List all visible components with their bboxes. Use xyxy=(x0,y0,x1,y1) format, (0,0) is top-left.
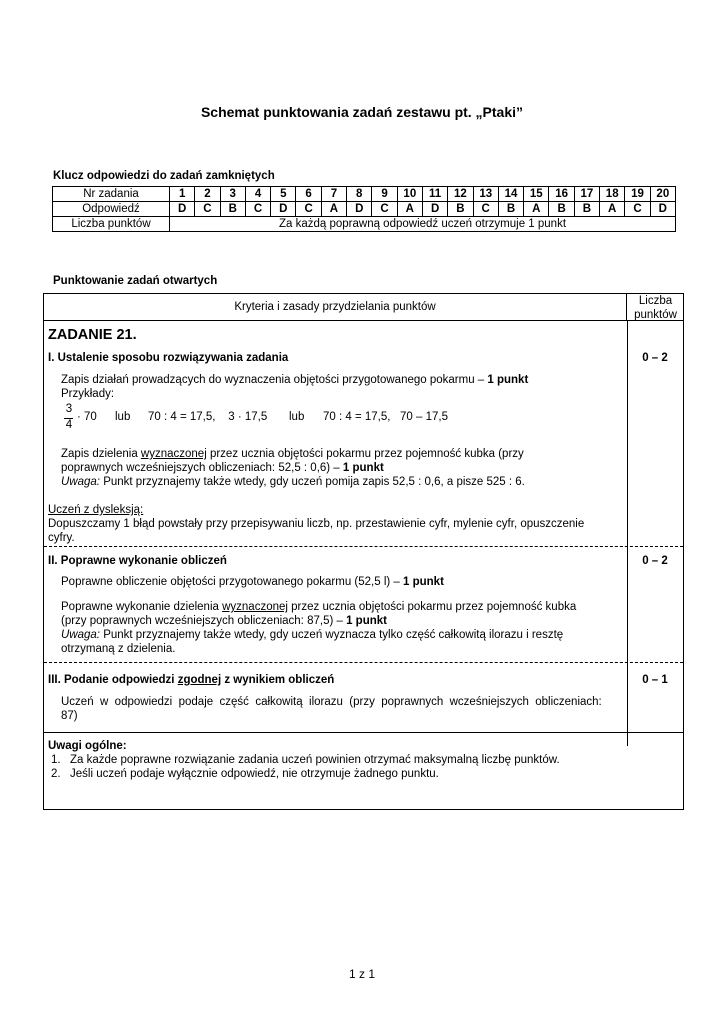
task-number-cell: 2 xyxy=(195,187,220,202)
part1-expr2: 70 : 4 = 17,5, 3 · 17,5 xyxy=(148,411,268,423)
part1-or1: lub xyxy=(115,411,131,423)
open-tasks-table xyxy=(43,293,684,810)
criteria-header-label: Kryteria i zasady przydzielania punktów xyxy=(234,301,436,313)
part1-line2: Zapis dzielenia wyznaczonej przez ucznia objętości pokarmu przez pojemność kubka (przy xyxy=(61,448,524,460)
answer-cell: D xyxy=(347,202,372,217)
answer-cell: C xyxy=(473,202,498,217)
points-header-line1: Liczba xyxy=(638,295,673,307)
open-section-heading: Punktowanie zadań otwartych xyxy=(53,275,218,287)
part2-line1: Poprawne obliczenie objętości przygotowanego pokarmu (52,5 l) – 1 punkt xyxy=(61,576,444,588)
general-note-1-number: 1. xyxy=(51,754,61,766)
points-header-line2: punktów xyxy=(634,309,677,321)
answer-cell: D xyxy=(650,202,675,217)
answer-cell: C xyxy=(625,202,650,217)
part2-note-line2: otrzymaną z dzielenia. xyxy=(61,643,176,655)
criteria-header xyxy=(44,294,627,321)
answer-cell: A xyxy=(600,202,625,217)
page-number: 1 z 1 xyxy=(348,967,375,981)
task-number-cell: 14 xyxy=(498,187,523,202)
task-number-cell: 18 xyxy=(600,187,625,202)
part3-line1: Uczeń w odpowiedzi podaje część całkowitą ilorazu (przy poprawnych wcześniejszych obliczeniach: xyxy=(61,696,602,708)
fraction-three-quarters xyxy=(63,403,75,431)
part2-title: II. Poprawne wykonanie obliczeń xyxy=(48,555,227,567)
answer-cell: D xyxy=(271,202,296,217)
task-number-cell: 13 xyxy=(473,187,498,202)
answer-cell: B xyxy=(549,202,574,217)
task-number-cell: 4 xyxy=(245,187,270,202)
task-number-cell: 6 xyxy=(296,187,321,202)
task-number-cell: 15 xyxy=(524,187,549,202)
general-note-1: Za każde poprawne rozwiązanie zadania uczeń powinien otrzymać maksymalną liczbę punktów. xyxy=(70,754,560,766)
answer-cell: C xyxy=(245,202,270,217)
general-note-2-number: 2. xyxy=(51,768,61,780)
dyslexia-label: Uczeń z dysleksją: xyxy=(48,504,144,516)
task-number-cell: 17 xyxy=(574,187,599,202)
part3-title: III. Podanie odpowiedzi zgodnej z wynikiem obliczeń xyxy=(48,674,335,686)
points-header xyxy=(627,294,684,321)
answer-cell: B xyxy=(220,202,245,217)
task-title: ZADANIE 21. xyxy=(48,327,137,343)
task-number-cell: 10 xyxy=(397,187,422,202)
part2-note-line1: Uwaga: Punkt przyznajemy także wtedy, gdy uczeń wyznacza tylko część całkowitą ilorazu i resztę xyxy=(61,629,564,641)
part1-line1: Zapis działań prowadzących do wyznaczenia objętości przygotowanego pokarmu – 1 punkt xyxy=(61,374,529,386)
general-notes-title: Uwagi ogólne: xyxy=(48,740,127,752)
answer-cell: D xyxy=(170,202,195,217)
fraction-denominator: 4 xyxy=(65,419,73,431)
answer-cell: C xyxy=(372,202,397,217)
general-note-2: Jeśli uczeń podaje wyłącznie odpowiedź, nie otrzymuje żadnego punktu. xyxy=(70,768,439,780)
part2-line2: Poprawne wykonanie dzielenia wyznaczonej przez ucznia objętości pokarmu przez pojemność kubka xyxy=(61,601,577,613)
part2-line3: (przy poprawnych wcześniejszych obliczeniach: 87,5) – 1 punkt xyxy=(61,615,387,627)
dyslexia-text-line2: cyfry. xyxy=(48,532,75,544)
row-label-nr: Nr zadania xyxy=(53,187,170,202)
part1-or2: lub xyxy=(289,411,305,423)
answer-cell: B xyxy=(498,202,523,217)
divider-part1-part2 xyxy=(44,546,683,547)
answer-cell: A xyxy=(397,202,422,217)
page-title: Schemat punktowania zadań zestawu pt. „Ptaki” xyxy=(200,104,524,120)
closed-section-heading: Klucz odpowiedzi do zadań zamkniętych xyxy=(53,170,275,182)
answer-cell: B xyxy=(448,202,473,217)
part1-line3: poprawnych wcześniejszych obliczeniach: 52,5 : 0,6) – 1 punkt xyxy=(61,462,384,474)
divider-part2-part3 xyxy=(44,662,683,663)
answer-cell: B xyxy=(574,202,599,217)
task-number-cell: 3 xyxy=(220,187,245,202)
answer-cell: C xyxy=(195,202,220,217)
part1-expr3: 70 : 4 = 17,5, 70 – 17,5 xyxy=(323,411,449,423)
answer-cell: A xyxy=(321,202,346,217)
part1-expr1: · 70 xyxy=(77,411,97,423)
task-number-cell: 19 xyxy=(625,187,650,202)
row-label-answer: Odpowiedź xyxy=(53,202,170,217)
answer-cell: A xyxy=(524,202,549,217)
part1-examples-label: Przykłady: xyxy=(61,388,115,400)
fraction-numerator: 3 xyxy=(65,403,73,415)
task-number-cell: 7 xyxy=(321,187,346,202)
points-note: Za każdą poprawną odpowiedź uczeń otrzymuje 1 punkt xyxy=(170,217,676,232)
answer-key-table xyxy=(52,186,676,232)
answer-cell: D xyxy=(422,202,447,217)
task-number-cell: 12 xyxy=(448,187,473,202)
part2-points: 0 – 2 xyxy=(642,555,668,567)
task-number-cell: 5 xyxy=(271,187,296,202)
answer-cell: C xyxy=(296,202,321,217)
task-number-cell: 11 xyxy=(422,187,447,202)
fraction-bar xyxy=(64,418,73,419)
row-label-points: Liczba punktów xyxy=(53,217,170,232)
task-number-cell: 20 xyxy=(650,187,675,202)
part1-title: I. Ustalenie sposobu rozwiązywania zadania xyxy=(48,352,289,364)
part3-points: 0 – 1 xyxy=(642,674,668,686)
task-number-cell: 16 xyxy=(549,187,574,202)
dyslexia-text-line1: Dopuszczamy 1 błąd powstały przy przepisywaniu liczb, np. przestawienie cyfr, mylenie cyfr, opuszczenie xyxy=(48,518,585,530)
divider-general xyxy=(44,732,683,733)
part3-line2: 87) xyxy=(61,710,78,722)
task-number-cell: 1 xyxy=(170,187,195,202)
task-number-cell: 8 xyxy=(347,187,372,202)
part1-points: 0 – 2 xyxy=(642,352,668,364)
task-number-cell: 9 xyxy=(372,187,397,202)
part1-note: Uwaga: Punkt przyznajemy także wtedy, gdy uczeń pomija zapis 52,5 : 0,6, a pisze 525 : 6. xyxy=(61,476,525,488)
